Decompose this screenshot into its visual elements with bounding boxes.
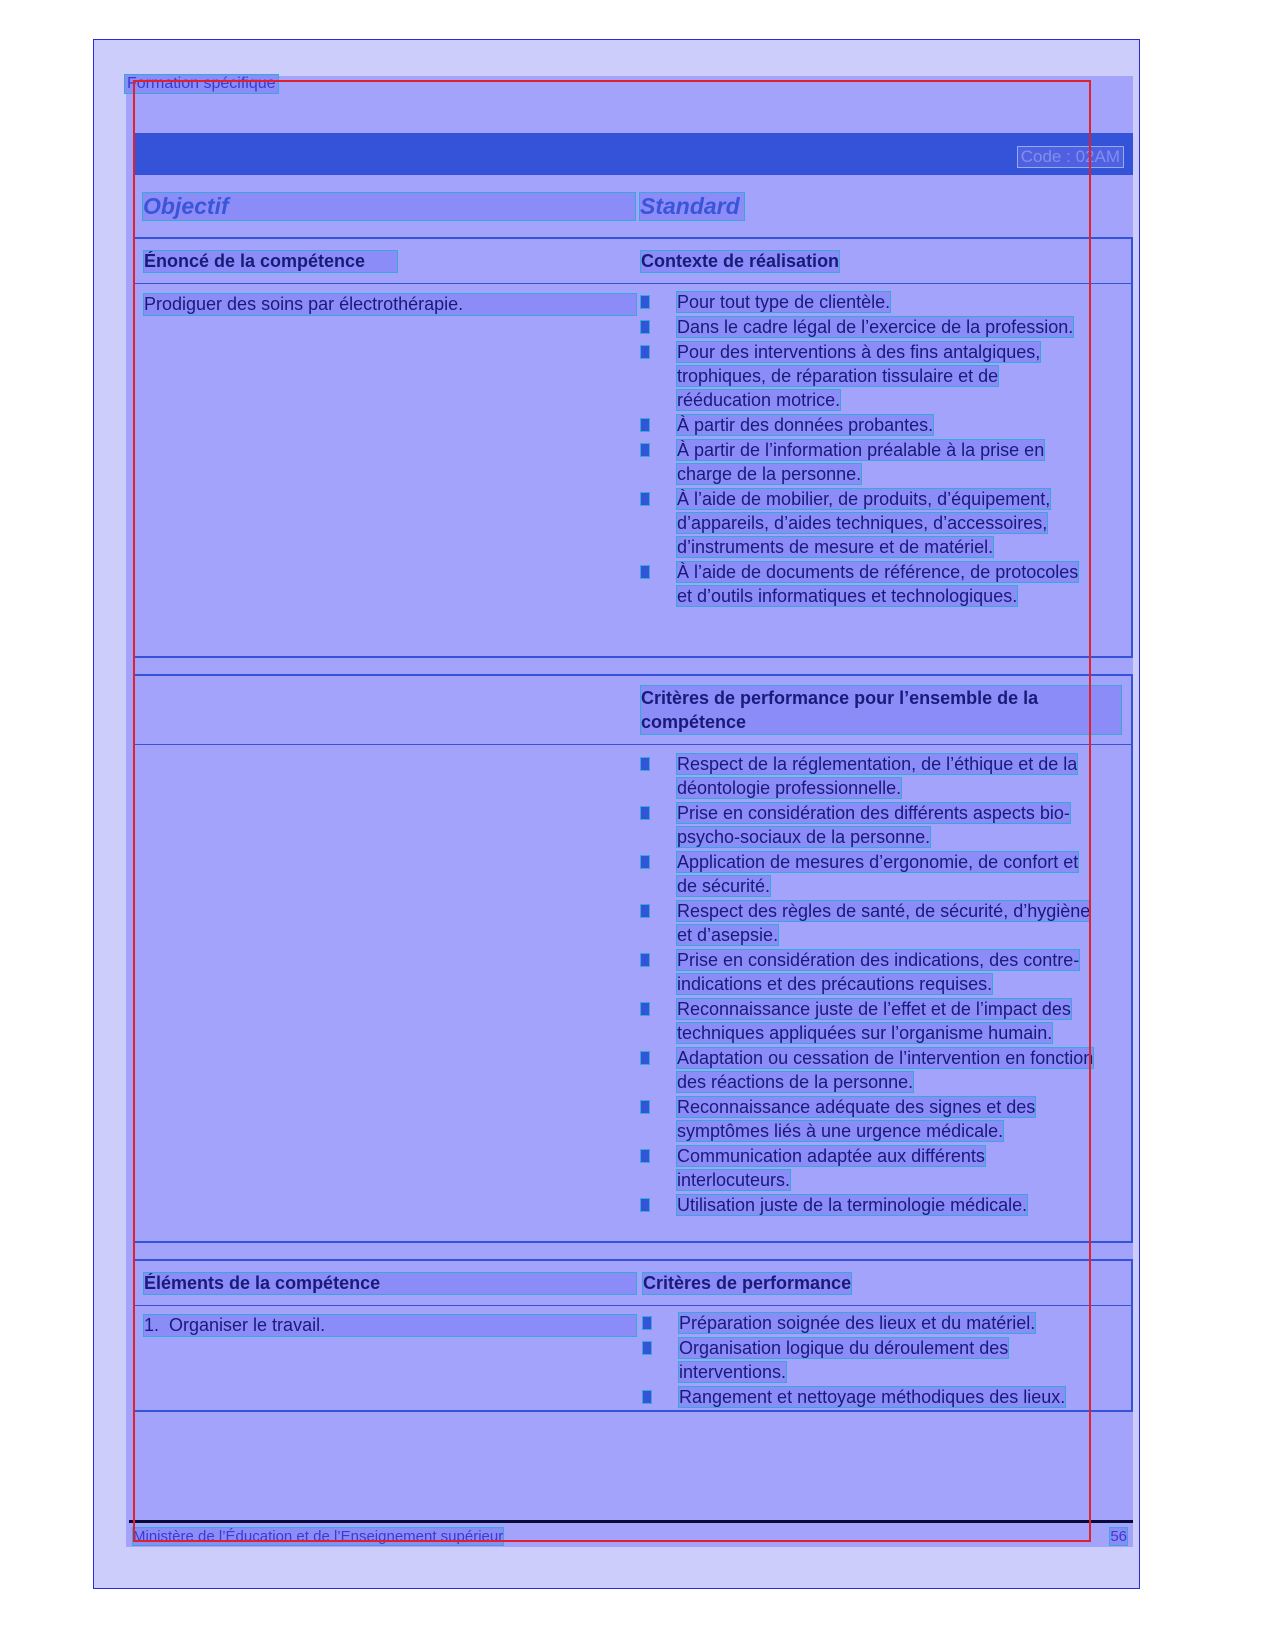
bullet-icon xyxy=(643,1342,651,1354)
bullet-icon xyxy=(641,444,649,456)
list-item: À l’aide de mobilier, de produits, d’équipement, d’appareils, d’aides techniques, d’accessoires, d’instruments de mesure et de matériel. xyxy=(641,487,1096,559)
code-bar xyxy=(133,133,1133,175)
list-item: Utilisation juste de la terminologie médicale. xyxy=(641,1193,1096,1217)
list-item: Application de mesures d’ergonomie, de confort et de sécurité. xyxy=(641,850,1096,898)
code-label: Code : xyxy=(1020,147,1071,166)
list-item: Prise en considération des indications, des contre-indications et des précautions requises. xyxy=(641,948,1096,996)
performance-criteria-block xyxy=(133,674,1133,1243)
list-item: Préparation soignée des lieux et du matériel. xyxy=(643,1311,1098,1335)
page-number: 56 xyxy=(1110,1528,1127,1545)
bullet-icon xyxy=(641,954,649,966)
bullet-icon xyxy=(641,419,649,431)
bullet-icon xyxy=(643,1317,651,1329)
list-item: Rangement et nettoyage méthodiques des lieux. xyxy=(643,1385,1098,1409)
context-heading: Contexte de réalisation xyxy=(641,251,840,271)
footer-rule xyxy=(129,1520,1133,1523)
list-item: Respect de la réglementation, de l’éthique et de la déontologie professionnelle. xyxy=(641,752,1096,800)
bullet-icon xyxy=(641,566,649,578)
criteria-heading: Critères de performance xyxy=(643,1273,852,1293)
footer-ministry: Ministère de l’Éducation et de l’Enseignement supérieur xyxy=(133,1528,504,1545)
list-item: Pour tout type de clientèle. xyxy=(641,290,1096,314)
list-item: Adaptation ou cessation de l’intervention en fonction des réactions de la personne. xyxy=(641,1046,1096,1094)
criteria-list xyxy=(643,1311,1098,1410)
running-title: Formation spécifique xyxy=(127,75,276,92)
bullet-icon xyxy=(641,1150,649,1162)
list-item: À l’aide de documents de référence, de protocoles et d’outils informatiques et technologiques. xyxy=(641,560,1096,608)
objective-heading: Objectif xyxy=(143,193,635,220)
bullet-icon xyxy=(641,807,649,819)
list-item: Reconnaissance adéquate des signes et des symptômes liés à une urgence médicale. xyxy=(641,1095,1096,1143)
bullet-icon xyxy=(641,321,649,333)
list-item: À partir des données probantes. xyxy=(641,413,1096,437)
bullet-icon xyxy=(641,493,649,505)
bullet-icon xyxy=(641,1052,649,1064)
competency-statement: Prodiguer des soins par électrothérapie. xyxy=(144,294,636,315)
bullet-icon xyxy=(641,905,649,917)
bullet-icon xyxy=(641,856,649,868)
list-item: Organisation logique du déroulement des interventions. xyxy=(643,1336,1098,1384)
list-item: Reconnaissance juste de l’effet et de l’impact des techniques appliquées sur l’organisme humain. xyxy=(641,997,1096,1045)
list-item: Prise en considération des différents aspects bio-psycho-sociaux de la personne. xyxy=(641,801,1096,849)
competency-code xyxy=(1018,147,1123,167)
list-item: Communication adaptée aux différents interlocuteurs. xyxy=(641,1144,1096,1192)
bullet-icon xyxy=(641,1199,649,1211)
bullet-icon xyxy=(641,1101,649,1113)
elements-block xyxy=(133,1259,1133,1412)
standard-heading: Standard xyxy=(640,193,744,220)
list-item: Dans le cadre légal de l’exercice de la profession. xyxy=(641,315,1096,339)
competency-statement-heading: Énoncé de la compétence xyxy=(144,251,397,272)
bullet-icon xyxy=(641,758,649,770)
competency-block xyxy=(133,237,1133,658)
list-item: À partir de l’information préalable à la prise en charge de la personne. xyxy=(641,438,1096,486)
code-value: 02AM xyxy=(1075,147,1120,166)
overall-criteria-list xyxy=(641,752,1096,1218)
bullet-icon xyxy=(641,296,649,308)
element-item: 1. Organiser le travail. xyxy=(144,1315,636,1336)
bullet-icon xyxy=(643,1391,651,1403)
list-item: Respect des règles de santé, de sécurité, d’hygiène et d’asepsie. xyxy=(641,899,1096,947)
overall-criteria-heading: Critères de performance pour l’ensemble de la compétence xyxy=(641,686,1121,734)
bullet-icon xyxy=(641,346,649,358)
bullet-icon xyxy=(641,1003,649,1015)
elements-heading: Éléments de la compétence xyxy=(144,1273,636,1294)
list-item: Pour des interventions à des fins antalgiques, trophiques, de réparation tissulaire et de rééducation motrice. xyxy=(641,340,1096,412)
context-list xyxy=(641,290,1096,609)
